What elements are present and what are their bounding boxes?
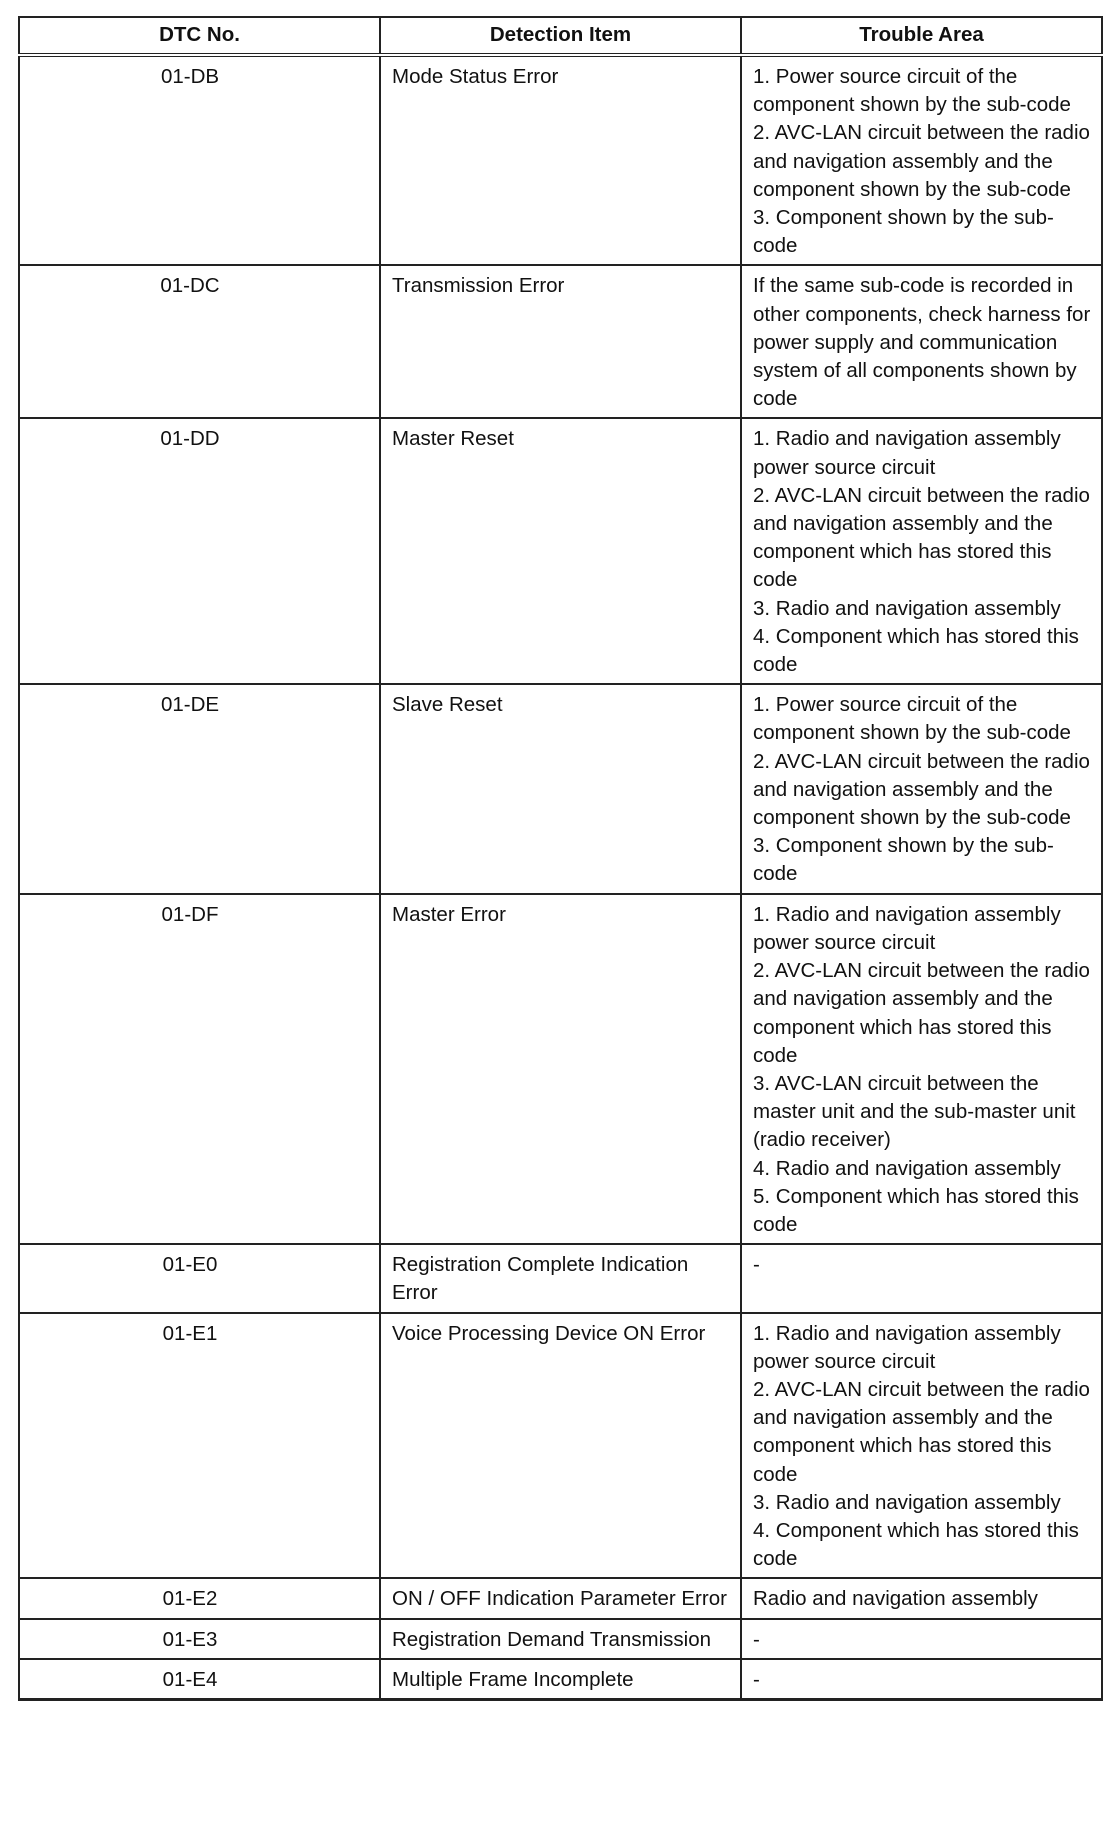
dtc-code: 01-DD bbox=[19, 418, 380, 684]
header-detection-item: Detection Item bbox=[380, 17, 741, 55]
detection-item: Registration Demand Transmission bbox=[380, 1619, 741, 1659]
header-row bbox=[19, 17, 1102, 55]
table-row bbox=[19, 1313, 1102, 1579]
trouble-area: - bbox=[741, 1244, 1102, 1312]
trouble-area: 1. Radio and navigation assembly power source circuit 2. AVC-LAN circuit between the radio and navigation assembly and the component which has stored this code 3. Radio and navigation assembly 4. Component which has stored this code bbox=[741, 1313, 1102, 1579]
table-row bbox=[19, 265, 1102, 418]
table-row bbox=[19, 894, 1102, 1244]
table-row bbox=[19, 1619, 1102, 1659]
dtc-code: 01-E0 bbox=[19, 1244, 380, 1312]
detection-item: Registration Complete Indication Error bbox=[380, 1244, 741, 1312]
detection-item: Master Reset bbox=[380, 418, 741, 684]
dtc-code: 01-E3 bbox=[19, 1619, 380, 1659]
table-row bbox=[19, 55, 1102, 265]
dtc-code: 01-E2 bbox=[19, 1578, 380, 1618]
dtc-code: 01-E1 bbox=[19, 1313, 380, 1579]
table-row bbox=[19, 684, 1102, 893]
trouble-area: If the same sub-code is recorded in other components, check harness for power supply and communication system of all components shown by code bbox=[741, 265, 1102, 418]
header-dtc-no: DTC No. bbox=[19, 17, 380, 55]
table-row bbox=[19, 1244, 1102, 1312]
trouble-area: - bbox=[741, 1659, 1102, 1700]
detection-item: Voice Processing Device ON Error bbox=[380, 1313, 741, 1579]
trouble-area: 1. Radio and navigation assembly power source circuit 2. AVC-LAN circuit between the radio and navigation assembly and the component which has stored this code 3. Radio and navigation assembly 4. Component which has stored this code bbox=[741, 418, 1102, 684]
dtc-code: 01-DE bbox=[19, 684, 380, 893]
detection-item: Master Error bbox=[380, 894, 741, 1244]
trouble-area: 1. Power source circuit of the component shown by the sub-code 2. AVC-LAN circuit between the radio and navigation assembly and the component shown by the sub-code 3. Component shown by the sub-code bbox=[741, 684, 1102, 893]
table-row bbox=[19, 1578, 1102, 1618]
trouble-area: - bbox=[741, 1619, 1102, 1659]
detection-item: Slave Reset bbox=[380, 684, 741, 893]
detection-item: ON / OFF Indication Parameter Error bbox=[380, 1578, 741, 1618]
trouble-area: 1. Power source circuit of the component shown by the sub-code 2. AVC-LAN circuit between the radio and navigation assembly and the component shown by the sub-code 3. Component shown by the sub-code bbox=[741, 55, 1102, 265]
dtc-code: 01-DC bbox=[19, 265, 380, 418]
table-header bbox=[19, 17, 1102, 55]
table-row bbox=[19, 418, 1102, 684]
trouble-area: 1. Radio and navigation assembly power source circuit 2. AVC-LAN circuit between the radio and navigation assembly and the component which has stored this code 3. AVC-LAN circuit between the master unit and the sub-master unit (radio receiver) 4. Radio and navigation assembly 5. Component which has stored this code bbox=[741, 894, 1102, 1244]
detection-item: Mode Status Error bbox=[380, 55, 741, 265]
detection-item: Transmission Error bbox=[380, 265, 741, 418]
dtc-code: 01-DF bbox=[19, 894, 380, 1244]
table-body bbox=[19, 55, 1102, 1699]
dtc-code: 01-DB bbox=[19, 55, 380, 265]
table-row bbox=[19, 1659, 1102, 1700]
header-trouble-area: Trouble Area bbox=[741, 17, 1102, 55]
trouble-area: Radio and navigation assembly bbox=[741, 1578, 1102, 1618]
dtc-table bbox=[18, 16, 1103, 1701]
detection-item: Multiple Frame Incomplete bbox=[380, 1659, 741, 1700]
dtc-code: 01-E4 bbox=[19, 1659, 380, 1700]
